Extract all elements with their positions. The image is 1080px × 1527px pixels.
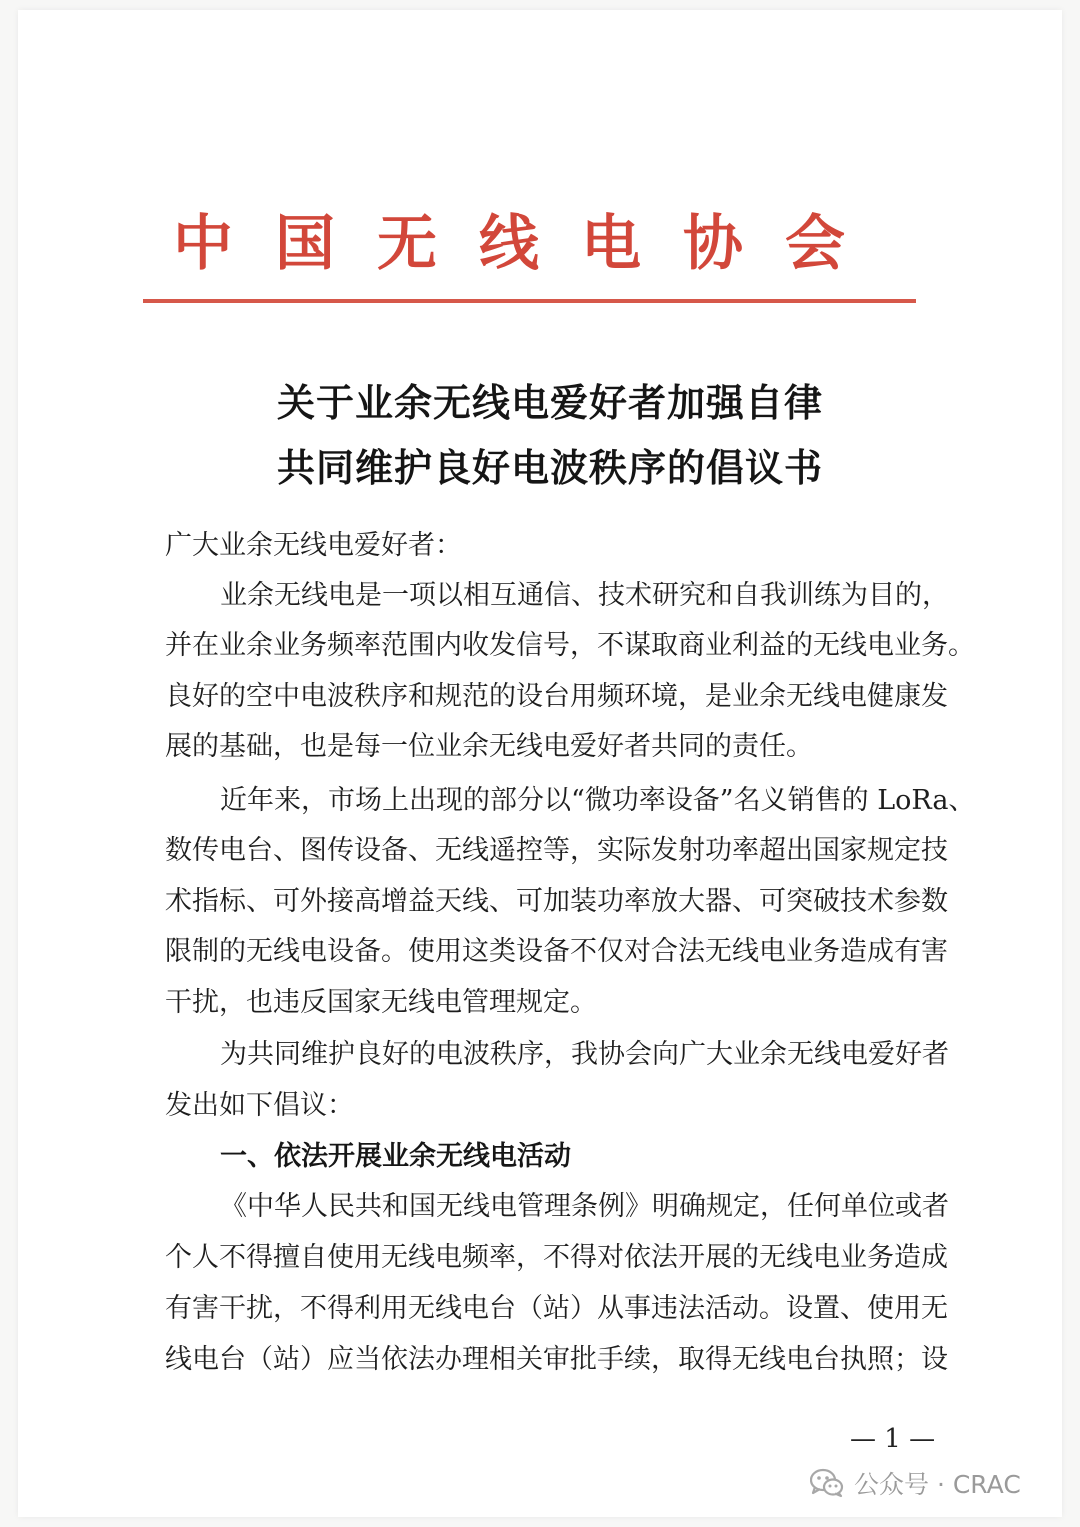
body-line: 发出如下倡议：: [165, 1090, 354, 1121]
body-line: 《中华人民共和国无线电管理条例》明确规定，任何单位或者: [220, 1191, 949, 1222]
body-line: 业余无线电是一项以相互通信、技术研究和自我训练为目的，: [220, 580, 949, 611]
body-line: 干扰，也违反国家无线电管理规定。: [165, 987, 597, 1018]
organization-letterhead: 中国无线电协会: [173, 209, 887, 279]
document-title-line-2: 共同维护良好电波秩序的倡议书: [276, 445, 823, 490]
body-line: 有害干扰，不得利用无线电台（站）从事违法活动。设置、使用无: [165, 1293, 948, 1324]
body-line: 术指标、可外接高增益天线、可加装功率放大器、可突破技术参数: [165, 886, 948, 917]
body-line: 良好的空中电波秩序和规范的设台用频环境，是业余无线电健康发: [165, 681, 948, 712]
body-line: 展的基础，也是每一位业余无线电爱好者共同的责任。: [165, 731, 813, 762]
body-line: 近年来，市场上出现的部分以“微功率设备”名义销售的 LoRa、: [220, 785, 976, 816]
body-line: 线电台（站）应当依法办理相关审批手续，取得无线电台执照；设: [165, 1344, 948, 1375]
body-line: 个人不得擅自使用无线电频率，不得对依法开展的无线电业务造成: [165, 1242, 948, 1273]
watermark-text: 公众号 · CRAC: [854, 1470, 1021, 1499]
body-line: 数传电台、图传设备、无线遥控等，实际发射功率超出国家规定技: [165, 835, 948, 866]
page-number: — 1 —: [850, 1424, 936, 1454]
body-line: 为共同维护良好的电波秩序，我协会向广大业余无线电爱好者: [220, 1039, 949, 1070]
body-line: 并在业余业务频率范围内收发信号，不谋取商业利益的无线电业务。: [165, 630, 975, 661]
section-heading: 一、依法开展业余无线电活动: [220, 1141, 571, 1172]
letterhead-divider: [143, 299, 916, 303]
salutation: 广大业余无线电爱好者：: [165, 530, 462, 561]
wechat-watermark: [810, 1463, 1021, 1503]
document-title-line-1: 关于业余无线电爱好者加强自律: [276, 380, 823, 425]
body-line: 限制的无线电设备。使用这类设备不仅对合法无线电业务造成有害: [165, 936, 948, 967]
wechat-icon: [810, 1468, 844, 1498]
